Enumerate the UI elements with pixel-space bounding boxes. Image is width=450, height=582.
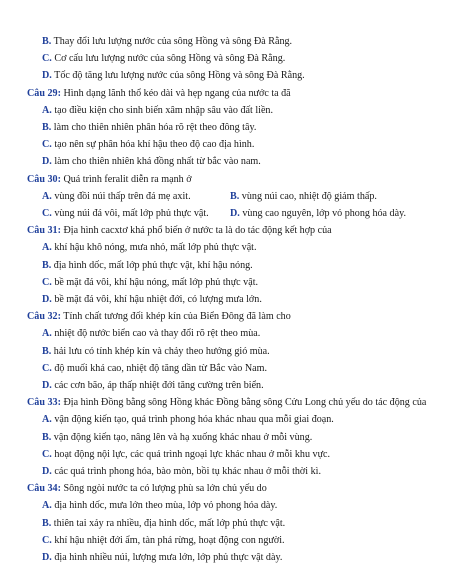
option-letter: C. bbox=[42, 362, 52, 374]
answer-option bbox=[42, 294, 262, 305]
option-text: độ muối khá cao, nhiệt độ tăng dần từ Bắc vào Nam. bbox=[54, 362, 267, 374]
option-text: hải lưu có tính khép kín và chảy theo hướng gió mùa. bbox=[53, 345, 270, 357]
option-text: địa hình dốc, mất lớp phủ thực vật, khí hậu nóng. bbox=[53, 259, 253, 271]
answer-option-line bbox=[42, 500, 277, 512]
option-text: làm cho thiên nhiên khá đồng nhất từ bắc vào nam. bbox=[54, 156, 261, 168]
answer-option bbox=[230, 191, 377, 203]
question-text: Địa hình cacxtơ khá phổ biến ở nước ta là do tác động kết hợp của bbox=[63, 225, 332, 237]
answer-option-line bbox=[42, 328, 260, 340]
question-label: Câu 33: bbox=[27, 397, 61, 409]
answer-option-line bbox=[42, 190, 377, 203]
answer-option bbox=[42, 518, 285, 529]
option-letter: C. bbox=[42, 534, 52, 546]
answer-option bbox=[42, 191, 191, 202]
answer-option-line bbox=[42, 53, 285, 65]
answer-option bbox=[42, 346, 270, 357]
option-letter: C. bbox=[42, 139, 52, 151]
answer-option bbox=[42, 139, 254, 150]
answer-option bbox=[42, 277, 258, 288]
option-letter: B. bbox=[42, 259, 52, 271]
option-letter: B. bbox=[42, 122, 52, 133]
option-text: làm cho thiên nhiên phân hóa rõ rệt theo đông tây. bbox=[53, 122, 257, 133]
question-text: Hình dạng lãnh thổ kéo dài và hẹp ngang của nước ta đã bbox=[63, 87, 291, 99]
option-text: địa hình dốc, mưa lớn theo mùa, lớp vỏ phong hóa dày. bbox=[54, 500, 278, 512]
option-text: các cơn bão, áp thấp nhiệt đới tăng cường trên biển. bbox=[54, 380, 264, 391]
answer-option bbox=[42, 432, 312, 443]
option-text: bề mặt đá vôi, khí hậu nhiệt đới, có lượng mưa lớn. bbox=[54, 294, 262, 305]
option-text: khí hậu nhiệt đới ẩm, tàn phá rừng, hoạt động con người. bbox=[54, 534, 285, 546]
question-line bbox=[27, 397, 426, 409]
question-line bbox=[27, 311, 291, 323]
option-letter: D. bbox=[42, 156, 52, 168]
question-text: Quá trình feralit diễn ra mạnh ở bbox=[63, 173, 192, 185]
answer-option-line bbox=[42, 156, 261, 168]
option-text: nhiệt độ nước biển cao và thay đổi rõ rệt theo mùa. bbox=[54, 328, 261, 340]
option-letter: A. bbox=[42, 104, 52, 116]
question-line bbox=[27, 225, 332, 237]
answer-option-line bbox=[42, 105, 273, 117]
answer-option-line bbox=[42, 432, 312, 444]
question-label: Câu 30: bbox=[27, 173, 61, 185]
answer-option-line bbox=[42, 139, 254, 151]
option-letter: D. bbox=[42, 552, 52, 563]
answer-option bbox=[42, 363, 267, 374]
option-text: vận động kiến tạo, quá trình phong hóa khác nhau qua mỗi giai đoạn. bbox=[54, 414, 334, 426]
answer-option bbox=[42, 414, 334, 425]
answer-option bbox=[42, 260, 253, 271]
answer-option bbox=[42, 466, 321, 477]
option-letter: D. bbox=[42, 466, 52, 477]
answer-option-line bbox=[42, 449, 330, 461]
answer-option bbox=[42, 105, 273, 116]
answer-option-line bbox=[42, 242, 257, 254]
option-text: vùng núi đá vôi, mất lớp phủ thực vật. bbox=[54, 208, 209, 219]
question-text: Địa hình Đồng bằng sông Hồng khác Đồng bằng sông Cửu Long chủ yếu do tác động của bbox=[63, 397, 427, 409]
option-letter: D. bbox=[42, 70, 52, 82]
option-text: thiên tai xảy ra nhiều, địa hình dốc, mất lớp phủ thực vật. bbox=[53, 517, 286, 529]
answer-option-line bbox=[42, 552, 282, 564]
option-letter: C. bbox=[42, 448, 52, 460]
option-text: hoạt động nội lực, các quá trình ngoại lực khác nhau ở mỗi khu vực. bbox=[54, 448, 331, 460]
option-letter: C. bbox=[42, 208, 52, 219]
option-text: vùng cao nguyên, lớp vỏ phong hóa dày. bbox=[242, 208, 406, 219]
option-letter: A. bbox=[42, 190, 52, 202]
answer-option bbox=[42, 53, 285, 64]
option-letter: B. bbox=[230, 190, 240, 202]
option-letter: B. bbox=[42, 431, 52, 443]
question-label: Câu 34: bbox=[27, 483, 61, 495]
answer-option-line bbox=[42, 466, 321, 478]
answer-option-line bbox=[42, 260, 253, 272]
option-text: địa hình nhiều núi, lượng mưa lớn, lớp phủ thực vật dày. bbox=[54, 552, 283, 563]
option-text: tạo điều kiện cho sinh biến xâm nhập sâu vào đất liền. bbox=[54, 104, 274, 116]
option-letter: D. bbox=[42, 294, 52, 305]
option-letter: B. bbox=[42, 345, 52, 357]
answer-option-line bbox=[42, 294, 262, 306]
option-text: tạo nên sự phân hóa khí hậu theo độ cao địa hình. bbox=[54, 139, 255, 151]
option-letter: A. bbox=[42, 242, 52, 254]
answer-option bbox=[42, 122, 256, 133]
answer-option-line bbox=[42, 380, 264, 392]
option-text: Tốc độ tăng lưu lượng nước của sông Hồng và sông Đà Rằng. bbox=[54, 70, 305, 82]
answer-option-line bbox=[42, 36, 292, 48]
option-letter: B. bbox=[42, 517, 52, 529]
answer-option-line bbox=[42, 277, 258, 289]
option-text: Thay đổi lưu lượng nước của sông Hồng và sông Đà Rằng. bbox=[53, 36, 293, 47]
question-text: Sông ngòi nước ta có lượng phù sa lớn chủ yếu do bbox=[63, 483, 267, 495]
answer-option bbox=[42, 449, 330, 460]
question-line bbox=[27, 88, 291, 100]
option-text: khí hậu khô nóng, mưa nhỏ, mất lớp phủ thực vật. bbox=[54, 242, 257, 254]
option-text: các quá trình phong hóa, bào mòn, bồi tụ khác nhau ở mỗi thời kì. bbox=[54, 466, 321, 477]
option-text: Cơ cấu lưu lượng nước của sông Hồng và sông Đà Rằng. bbox=[54, 53, 286, 65]
question-label: Câu 32: bbox=[27, 311, 61, 323]
answer-option bbox=[42, 208, 209, 219]
answer-option-line bbox=[42, 122, 256, 134]
answer-option-line bbox=[42, 346, 270, 358]
answer-option bbox=[42, 242, 257, 253]
answer-option bbox=[42, 380, 264, 391]
answer-option bbox=[42, 500, 277, 511]
option-letter: A. bbox=[42, 328, 52, 340]
question-label: Câu 29: bbox=[27, 87, 61, 99]
option-text: vùng đồi núi thấp trên đá mẹ axit. bbox=[54, 190, 191, 202]
answer-option-line bbox=[42, 70, 305, 82]
answer-option-line bbox=[42, 208, 406, 220]
answer-option-line bbox=[42, 535, 285, 547]
answer-option bbox=[42, 156, 261, 167]
option-text: vùng núi cao, nhiệt độ giảm thấp. bbox=[241, 190, 377, 202]
option-text: bề mặt đá vôi, khí hậu nóng, mất lớp phủ thực vật. bbox=[54, 276, 259, 288]
option-letter: A. bbox=[42, 414, 52, 426]
answer-option-line bbox=[42, 414, 334, 426]
answer-option bbox=[230, 208, 406, 220]
question-text: Tính chất tương đối khép kín của Biển Đông đã làm cho bbox=[63, 311, 291, 323]
option-letter: C. bbox=[42, 53, 52, 65]
option-letter: C. bbox=[42, 276, 52, 288]
answer-option bbox=[42, 535, 285, 546]
option-letter: B. bbox=[42, 36, 52, 47]
question-line bbox=[27, 483, 267, 495]
answer-option bbox=[42, 552, 282, 563]
option-letter: D. bbox=[42, 380, 52, 391]
option-letter: A. bbox=[42, 500, 52, 512]
answer-option bbox=[42, 328, 260, 339]
question-line bbox=[27, 174, 192, 186]
option-text: vận động kiến tạo, nâng lên và hạ xuống khác nhau ở mỗi vùng. bbox=[53, 431, 313, 443]
option-letter: D. bbox=[230, 208, 240, 219]
answer-option-line bbox=[42, 363, 267, 375]
answer-option bbox=[42, 36, 292, 47]
question-label: Câu 31: bbox=[27, 225, 61, 237]
answer-option bbox=[42, 70, 305, 81]
answer-option-line bbox=[42, 518, 285, 530]
